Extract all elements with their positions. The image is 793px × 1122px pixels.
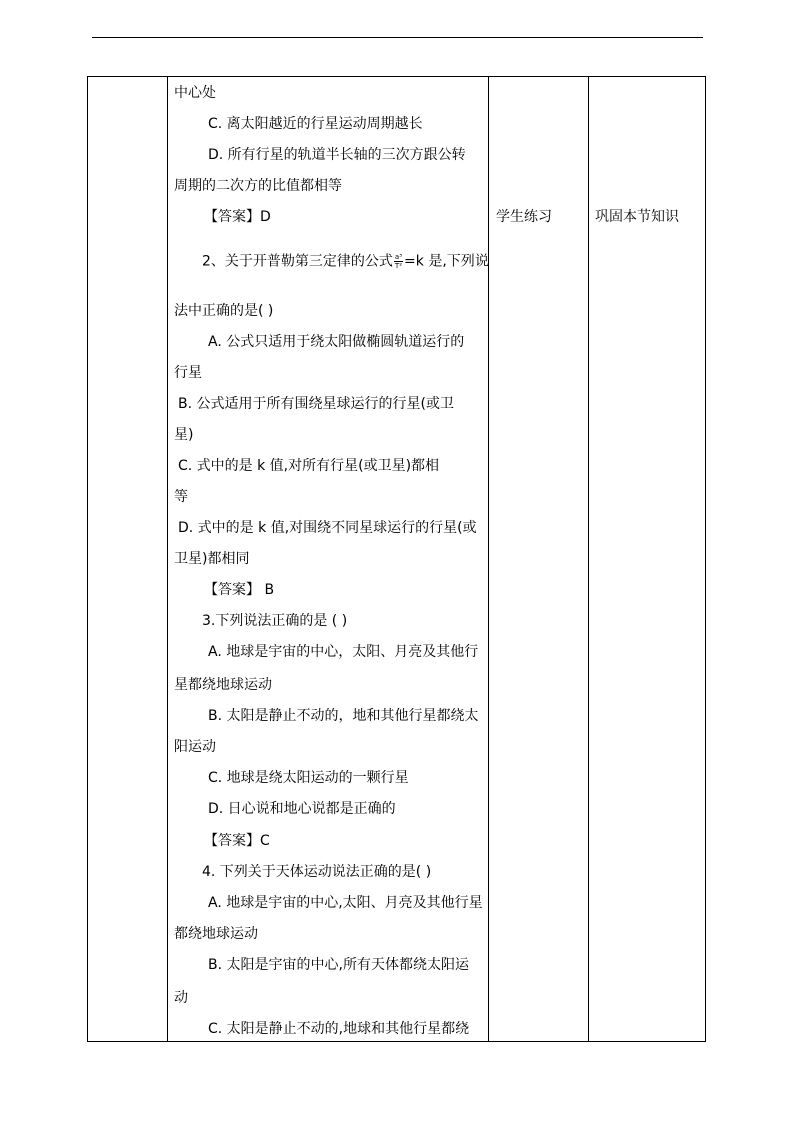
content-line: D. 所有行星的轨道半长轴的三次方跟公转 [208,147,466,163]
content-line: 周期的二次方的比值都相等 [174,178,342,194]
content-line: C. 式中的是 k 值,对所有行星(或卫星)都相 [178,458,440,474]
content-line: C. 离太阳越近的行星运动周期越长 [208,116,423,132]
content-line: 星都绕地球运动 [174,677,272,693]
content-line: A. 地球是宇宙的中心,太阳、月亮及其他行星 [208,895,483,911]
formula-numerator: a³ [394,253,403,261]
content-line: 都绕地球运动 [174,926,258,942]
question-line: 3.下列说法正确的是 ( ) [202,613,348,629]
content-line: D. 式中的是 k 值,对围绕不同星球运行的行星(或 [178,520,477,536]
question-line: 4. 下列关于天体运动说法正确的是( ) [202,864,432,880]
formula-denominator: T² [394,262,403,270]
content-line: C. 地球是绕太阳运动的一颗行星 [208,770,409,786]
content-line: 行星 [174,365,202,381]
column-divider [167,77,168,1041]
purpose-cell: 巩固本节知识 [595,209,679,225]
activity-cell: 学生练习 [496,209,552,225]
content-line: B. 太阳是宇宙的中心,所有天体都绕太阳运 [208,957,469,973]
content-line: B. 太阳是静止不动的，地和其他行星都绕太 [208,708,479,724]
answer-line: 【答案】C [204,833,270,849]
answer-line: 【答案】D [204,209,271,225]
content-line: 等 [174,489,188,505]
content-line: 阳运动 [174,739,216,755]
question-2-line [202,253,489,270]
question-2-text: 2、关于开普勒第三定律的公式 [202,253,393,270]
content-line: 星) [174,427,194,443]
content-line: B. 公式适用于所有围绕星球运行的行星(或卫 [178,396,454,412]
content-line: A. 公式只适用于绕太阳做椭圆轨道运行的 [208,334,465,350]
content-line: C. 太阳是静止不动的,地球和其他行星都绕 [208,1021,470,1037]
content-line: 中心处 [174,85,216,101]
formula-fraction [394,253,403,270]
content-line: A. 地球是宇宙的中心，太阳、月亮及其他行 [208,644,479,660]
content-line: D. 日心说和地心说都是正确的 [208,801,396,817]
question-2-text: =k 是,下列说 [404,253,489,270]
answer-line: 【答案】 B [204,582,275,598]
lesson-table [87,76,706,1042]
column-divider [588,77,589,1041]
content-line: 卫星)都相同 [174,551,250,567]
column-divider [488,77,489,1041]
content-line: 动 [174,990,188,1006]
content-line: 法中正确的是( ) [174,303,274,319]
header-rule [92,37,703,38]
